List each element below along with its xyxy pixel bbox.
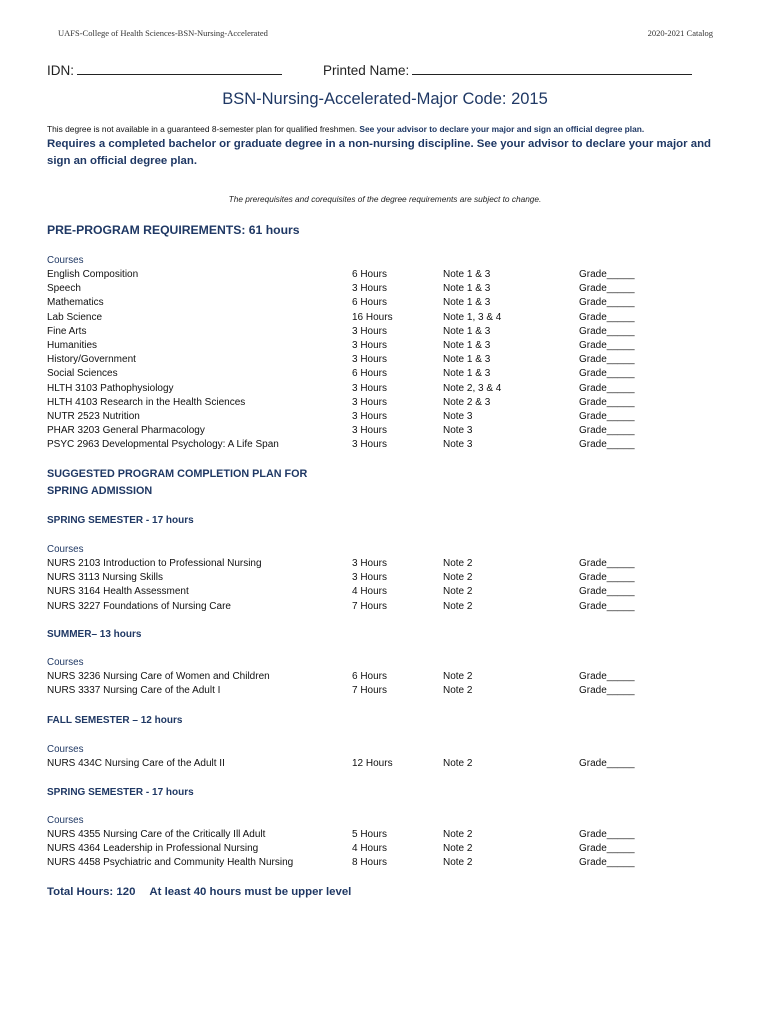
plan-heading: SUGGESTED PROGRAM COMPLETION PLAN FOR SPRING ADMISSION (47, 468, 308, 497)
course-name: NUTR 2523 Nutrition (47, 411, 140, 422)
course-hours: 3 Hours (352, 326, 388, 337)
course-hours: 12 Hours (352, 758, 393, 769)
course-note: Note 3 (443, 411, 473, 422)
course-name: HLTH 3103 Pathophysiology (47, 383, 174, 394)
course-row (0, 857, 770, 871)
course-row (0, 758, 770, 772)
grade-field[interactable]: Grade_____ (579, 685, 635, 696)
intro-availability: This degree is not available in a guaranteed 8-semester plan for qualified freshmen. (47, 124, 358, 134)
courses-label: Courses (47, 544, 84, 555)
grade-field[interactable]: Grade_____ (579, 843, 635, 854)
grade-field[interactable]: Grade_____ (579, 439, 635, 450)
course-hours: 3 Hours (352, 283, 388, 294)
course-row (0, 685, 770, 699)
course-note: Note 2 (443, 572, 473, 583)
course-hours: 6 Hours (352, 269, 388, 280)
course-note: Note 1 & 3 (443, 283, 491, 294)
course-note: Note 1 & 3 (443, 368, 491, 379)
printed-name-field[interactable] (323, 62, 692, 78)
course-name: English Composition (47, 269, 139, 280)
degree-requirement: Requires a completed bachelor or graduate degree in a non-nursing discipline. See your advisor to declare your major and sign an official degree plan. (47, 138, 711, 167)
course-name: NURS 434C Nursing Care of the Adult II (47, 758, 225, 769)
semester-heading: SPRING SEMESTER - 17 hours (47, 787, 194, 798)
page-title: BSN-Nursing-Accelerated-Major Code: 2015 (222, 90, 548, 108)
course-note: Note 2 (443, 829, 473, 840)
course-row (0, 312, 770, 326)
disclaimer: The prerequisites and corequisites of the degree requirements are subject to change. (228, 194, 542, 204)
course-hours: 16 Hours (352, 312, 393, 323)
course-name: NURS 3236 Nursing Care of Women and Children (47, 671, 270, 682)
grade-field[interactable]: Grade_____ (579, 397, 635, 408)
course-name: NURS 2103 Introduction to Professional Nursing (47, 558, 262, 569)
courses-label: Courses (47, 657, 84, 668)
course-name: NURS 4458 Psychiatric and Community Health Nursing (47, 857, 294, 868)
grade-field[interactable]: Grade_____ (579, 829, 635, 840)
upper-level-note: At least 40 hours must be upper level (149, 886, 352, 898)
course-name: Mathematics (47, 297, 104, 308)
course-note: Note 2 (443, 857, 473, 868)
idn-blank[interactable] (77, 62, 282, 75)
course-note: Note 1 & 3 (443, 340, 491, 351)
course-note: Note 1, 3 & 4 (443, 312, 502, 323)
grade-field[interactable]: Grade_____ (579, 758, 635, 769)
total-hours-value: Total Hours: 120 (47, 886, 136, 898)
grade-field[interactable]: Grade_____ (579, 368, 635, 379)
course-hours: 4 Hours (352, 843, 388, 854)
course-name: NURS 4355 Nursing Care of the Critically Ill Adult (47, 829, 266, 840)
course-hours: 4 Hours (352, 586, 388, 597)
course-note: Note 2 (443, 601, 473, 612)
course-note: Note 2 (443, 558, 473, 569)
course-hours: 6 Hours (352, 671, 388, 682)
course-row (0, 283, 770, 297)
course-row (0, 425, 770, 439)
grade-field[interactable]: Grade_____ (579, 601, 635, 612)
course-hours: 3 Hours (352, 439, 388, 450)
grade-field[interactable]: Grade_____ (579, 297, 635, 308)
course-row (0, 572, 770, 586)
grade-field[interactable]: Grade_____ (579, 326, 635, 337)
semester-heading: SPRING SEMESTER - 17 hours (47, 515, 194, 526)
course-row (0, 671, 770, 685)
course-hours: 3 Hours (352, 397, 388, 408)
course-hours: 5 Hours (352, 829, 388, 840)
grade-field[interactable]: Grade_____ (579, 572, 635, 583)
course-note: Note 2 (443, 671, 473, 682)
course-name: History/Government (47, 354, 136, 365)
course-name: Humanities (47, 340, 98, 351)
course-note: Note 2 (443, 685, 473, 696)
course-name: PHAR 3203 General Pharmacology (47, 425, 205, 436)
course-name: NURS 3337 Nursing Care of the Adult I (47, 685, 221, 696)
course-name: HLTH 4103 Research in the Health Sciences (47, 397, 246, 408)
catalog-year: 2020-2021 Catalog (647, 28, 713, 38)
catalog-header-left: UAFS-College of Health Sciences-BSN-Nursing-Accelerated (58, 28, 268, 38)
grade-field[interactable]: Grade_____ (579, 411, 635, 422)
course-row (0, 340, 770, 354)
course-row (0, 439, 770, 453)
course-note: Note 1 & 3 (443, 269, 491, 280)
intro-text (47, 124, 644, 134)
course-row (0, 354, 770, 368)
course-note: Note 3 (443, 439, 473, 450)
grade-field[interactable]: Grade_____ (579, 340, 635, 351)
course-name: NURS 3164 Health Assessment (47, 586, 189, 597)
grade-field[interactable]: Grade_____ (579, 312, 635, 323)
course-row (0, 586, 770, 600)
grade-field[interactable]: Grade_____ (579, 425, 635, 436)
grade-field[interactable]: Grade_____ (579, 283, 635, 294)
course-hours: 3 Hours (352, 354, 388, 365)
course-hours: 3 Hours (352, 383, 388, 394)
course-name: Fine Arts (47, 326, 87, 337)
course-name: NURS 3227 Foundations of Nursing Care (47, 601, 231, 612)
course-row (0, 601, 770, 615)
course-hours: 8 Hours (352, 857, 388, 868)
course-name: Speech (47, 283, 81, 294)
grade-field[interactable]: Grade_____ (579, 354, 635, 365)
course-hours: 3 Hours (352, 572, 388, 583)
course-note: Note 2 & 3 (443, 397, 491, 408)
course-note: Note 2, 3 & 4 (443, 383, 502, 394)
course-note: Note 3 (443, 425, 473, 436)
course-row (0, 558, 770, 572)
course-name: PSYC 2963 Developmental Psychology: A Life Span (47, 439, 279, 450)
course-row (0, 829, 770, 843)
grade-field[interactable]: Grade_____ (579, 671, 635, 682)
course-hours: 6 Hours (352, 368, 388, 379)
course-hours: 3 Hours (352, 425, 388, 436)
courses-label: Courses (47, 255, 84, 266)
printed-name-blank[interactable] (412, 62, 692, 75)
course-name: Social Sciences (47, 368, 118, 379)
course-name: NURS 4364 Leadership in Professional Nursing (47, 843, 259, 854)
course-hours: 7 Hours (352, 601, 388, 612)
course-row (0, 368, 770, 382)
course-note: Note 2 (443, 586, 473, 597)
course-note: Note 2 (443, 758, 473, 769)
total-hours (47, 886, 351, 898)
semester-heading: SUMMER– 13 hours (47, 629, 142, 640)
course-hours: 3 Hours (352, 340, 388, 351)
course-row (0, 269, 770, 283)
idn-label: IDN: (47, 63, 74, 78)
grade-field[interactable]: Grade_____ (579, 857, 635, 868)
course-name: NURS 3113 Nursing Skills (47, 572, 163, 583)
printed-name-label: Printed Name: (323, 63, 410, 78)
pre-program-heading: PRE-PROGRAM REQUIREMENTS: 61 hours (47, 223, 300, 237)
courses-label: Courses (47, 744, 84, 755)
grade-field[interactable]: Grade_____ (579, 558, 635, 569)
course-note: Note 1 & 3 (443, 326, 491, 337)
grade-field[interactable]: Grade_____ (579, 586, 635, 597)
course-hours: 7 Hours (352, 685, 388, 696)
course-row (0, 297, 770, 311)
courses-label: Courses (47, 815, 84, 826)
semester-heading: FALL SEMESTER – 12 hours (47, 715, 183, 726)
course-name: Lab Science (47, 312, 103, 323)
course-hours: 3 Hours (352, 558, 388, 569)
course-hours: 3 Hours (352, 411, 388, 422)
course-row (0, 397, 770, 411)
course-note: Note 2 (443, 843, 473, 854)
course-row (0, 411, 770, 425)
grade-field[interactable]: Grade_____ (579, 383, 635, 394)
intro-advisor: See your advisor to declare your major and sign an official degree plan. (359, 124, 645, 134)
course-row (0, 843, 770, 857)
course-row (0, 383, 770, 397)
course-note: Note 1 & 3 (443, 354, 491, 365)
grade-field[interactable]: Grade_____ (579, 269, 635, 280)
course-hours: 6 Hours (352, 297, 388, 308)
course-row (0, 326, 770, 340)
course-note: Note 1 & 3 (443, 297, 491, 308)
idn-field[interactable] (47, 62, 282, 78)
